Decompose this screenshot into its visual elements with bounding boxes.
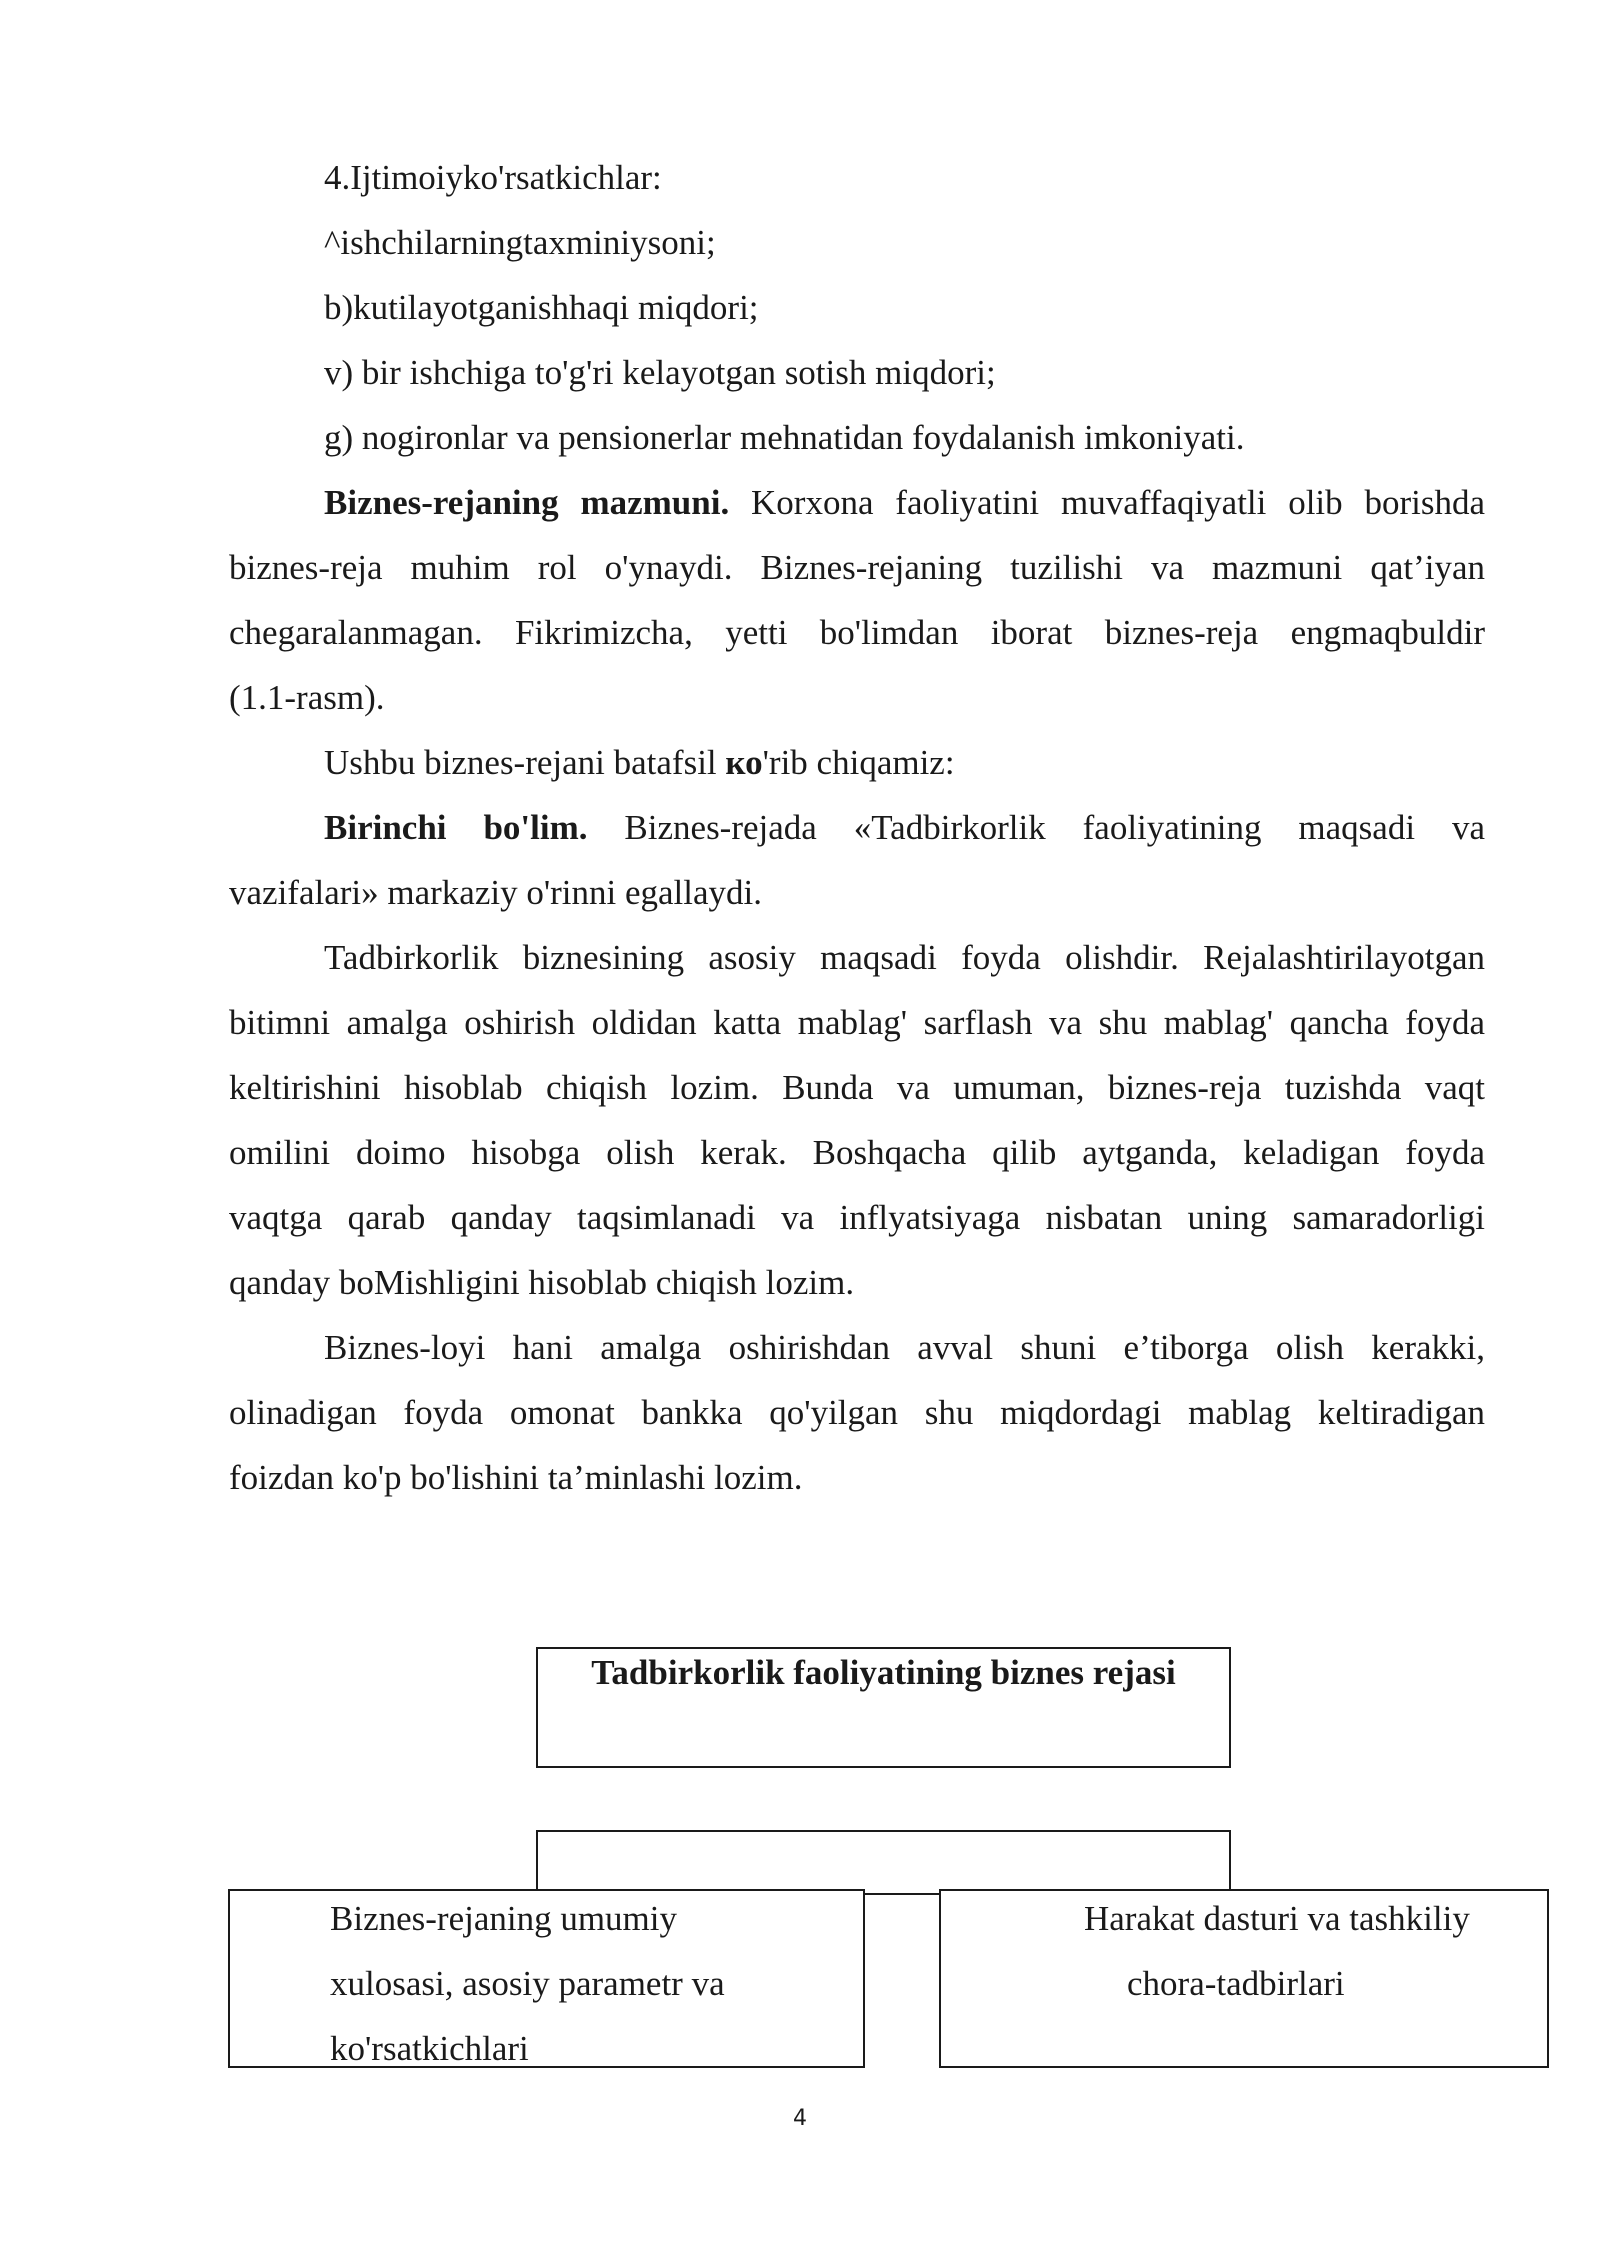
list-item: v) bir ishchiga to'g'ri kelayotgan sotish miqdori; (324, 353, 996, 392)
section-heading: Biznes-rejaning mazmuni. (324, 483, 730, 522)
list-item: ^ishchilarningtaxminiysoni; (324, 223, 716, 262)
paragraph-line: biznes-reja muhim rol o'ynaydi. Biznes-rejaning tuzilishi va mazmuni qat’iyan (229, 548, 1485, 587)
page-number: 4 (793, 2106, 807, 2131)
paragraph-line: Biznes-loyi hani amalga oshirishdan avval shuni e’tiborga olish kerakki, (324, 1328, 1485, 1367)
diagram-title: Tadbirkorlik faoliyatining biznes rejasi (591, 1653, 1176, 1692)
paragraph-line: omilini doimo hisobga olish kerak. Boshqacha qilib aytganda, keladigan foyda (229, 1133, 1485, 1172)
paragraph-line: (1.1-rasm). (229, 678, 385, 717)
left-box-line: xulosasi, asosiy parametr va (330, 1964, 725, 2003)
list-item: b)kutilayotganishhaqi miqdori; (324, 288, 759, 327)
right-box-line: Harakat dasturi va tashkiliy (1084, 1899, 1470, 1938)
left-box-line: Biznes-rejaning umumiy (330, 1899, 678, 1938)
paragraph-line: bitimni amalga oshirish oldidan katta mablag' sarflash va shu mablag' qancha foyda (229, 1003, 1485, 1042)
paragraph-line: olinadigan foyda omonat bankka qo'yilgan shu miqdordagi mablag keltiradigan (229, 1393, 1485, 1432)
list-heading: 4.Ijtimoiyko'rsatkichlar: (324, 158, 662, 197)
section-heading: Birinchi bo'lim. (324, 808, 588, 847)
right-box-line: chora-tadbirlari (1127, 1964, 1345, 2003)
paragraph-line: Biznes-rejaning mazmuni. Korxona faoliyatini muvaffaqiyatli olib borishda (324, 483, 1485, 522)
left-box-line: ko'rsatkichlari (330, 2029, 529, 2068)
body-text (229, 145, 1485, 1510)
paragraph-line: qanday boMishligini hisoblab chiqish lozim. (229, 1263, 855, 1302)
diagram-top-box (536, 1647, 1231, 1768)
list-item: g) nogironlar va pensionerlar mehnatidan foydalanish imkoniyati. (324, 418, 1245, 457)
paragraph-line: Birinchi bo'lim. Biznes-rejada «Tadbirkorlik faoliyatining maqsadi va (324, 808, 1485, 847)
paragraph-line: Ushbu biznes-rejani batafsil ко'rib chiqamiz: (324, 743, 955, 782)
paragraph-line: vaqtga qarab qanday taqsimlanadi va inflyatsiyaga nisbatan uning samaradorligi (229, 1198, 1485, 1237)
diagram-left-box (228, 1889, 865, 2068)
paragraph-line: chegaralanmagan. Fikrimizcha, yetti bo'limdan iborat biznes-reja engmaqbuldir (229, 613, 1485, 652)
paragraph-line: vazifalari» markaziy o'rinni egallaydi. (229, 873, 763, 912)
paragraph-line: Tadbirkorlik biznesining asosiy maqsadi foyda olishdir. Rejalashtirilayotgan (324, 938, 1485, 977)
paragraph-line: keltirishini hisoblab chiqish lozim. Bunda va umuman, biznes-reja tuzishda vaqt (229, 1068, 1485, 1107)
paragraph-line: foizdan ko'p bo'lishini ta’minlashi lozim. (229, 1458, 803, 1497)
diagram-right-box (939, 1889, 1549, 2068)
